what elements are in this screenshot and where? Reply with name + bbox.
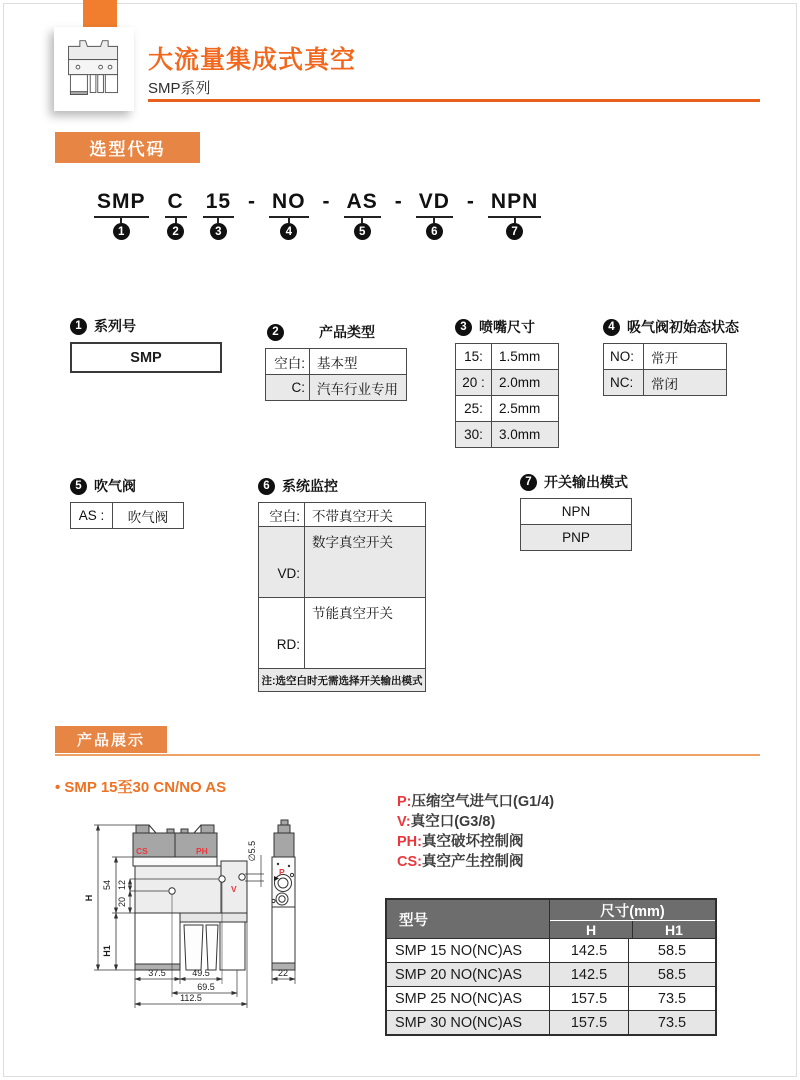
product-thumbnail-drawing	[61, 34, 127, 104]
option-key: VD:	[259, 527, 305, 597]
legend-key: V:	[397, 814, 411, 830]
port-label-cs: CS	[136, 846, 148, 856]
option-value: 汽车行业专用	[317, 381, 398, 397]
port-label-p: P	[279, 867, 285, 877]
model-code-segment	[203, 190, 234, 240]
segment-code: NPN	[490, 190, 539, 213]
cell-h: 157.5	[550, 987, 629, 1010]
dim-label-22: 22	[277, 968, 289, 978]
option-key: 30:	[456, 422, 492, 447]
dimension-table	[385, 898, 717, 1036]
segment-code: VD	[418, 190, 450, 213]
option-row	[521, 524, 631, 550]
option-section-system-monitoring	[258, 476, 426, 692]
option-value: 基本型	[317, 355, 358, 371]
section-number-circle: 5	[70, 478, 87, 495]
option-value: 不带真空开关	[312, 508, 393, 524]
segment-number-circle: 1	[113, 223, 130, 240]
dim-label-49-5: 49.5	[192, 968, 210, 978]
header-rule	[148, 99, 760, 102]
segment-number-circle: 6	[426, 223, 443, 240]
product-display-rule	[55, 754, 760, 756]
legend-line	[397, 792, 554, 812]
legend-line	[397, 832, 554, 852]
section-title: 产品类型	[319, 324, 375, 340]
segment-number-circle: 2	[167, 223, 184, 240]
option-note: 注:选空白时无需选择开关输出模式	[259, 668, 425, 691]
option-row	[266, 349, 406, 374]
option-key: 20 :	[456, 370, 492, 395]
option-key: 空白:	[266, 349, 310, 374]
legend-line	[397, 852, 554, 872]
segment-number-circle: 3	[210, 223, 227, 240]
segment-separator: -	[248, 190, 256, 213]
section-title: 系列号	[94, 318, 136, 334]
option-row	[456, 421, 558, 447]
cell-h: 142.5	[550, 963, 629, 986]
table-row	[387, 962, 715, 986]
cell-h1: 73.5	[657, 990, 687, 1007]
model-code-segment	[165, 190, 187, 240]
option-section-suction-valve-state	[603, 317, 739, 396]
model-code-segment	[416, 190, 453, 240]
legend-key: CS:	[397, 854, 422, 870]
section-number-circle: 3	[455, 319, 472, 336]
option-section-switch-output-mode	[520, 472, 632, 551]
legend-line	[397, 812, 554, 832]
option-table	[70, 502, 184, 529]
segment-code: SMP	[97, 190, 146, 213]
option-key: NC:	[604, 370, 644, 395]
section-number-circle: 7	[520, 474, 537, 491]
section-title: 开关输出模式	[544, 474, 628, 490]
option-value: 常闭	[651, 376, 678, 392]
option-value: PNP	[562, 530, 590, 545]
option-value: 2.0mm	[499, 375, 541, 390]
dim-label-12: 12	[117, 879, 127, 891]
option-value: 吹气阀	[127, 509, 169, 525]
option-key: 25:	[456, 396, 492, 421]
option-key: RD:	[259, 598, 305, 668]
option-section-nozzle-size	[455, 317, 559, 448]
selection-code-badge: 选型代码	[55, 132, 200, 163]
option-table	[520, 498, 632, 551]
port-legend	[397, 792, 554, 872]
option-value: NPN	[561, 504, 591, 519]
cell-model: SMP 25 NO(NC)AS	[387, 987, 550, 1010]
model-code-segment	[94, 190, 149, 240]
dim-label-20: 20	[117, 896, 127, 908]
option-row	[456, 369, 558, 395]
section-number-circle: 6	[258, 478, 275, 495]
cell-h1: 58.5	[657, 966, 687, 983]
option-key: NO:	[604, 344, 644, 369]
option-row	[259, 526, 425, 597]
option-row	[259, 503, 425, 526]
option-key: AS :	[71, 503, 113, 528]
section-number-circle: 2	[267, 324, 284, 341]
segment-separator: -	[466, 190, 474, 213]
segment-number-circle: 4	[280, 223, 297, 240]
segment-separator: -	[394, 190, 402, 213]
cell-h: 142.5	[550, 939, 629, 962]
option-row	[456, 344, 558, 369]
column-model: 型号	[387, 900, 550, 938]
product-display-badge: 产品展示	[55, 726, 167, 753]
option-row	[456, 395, 558, 421]
dim-label-69-5: 69.5	[197, 982, 215, 992]
segment-number-circle: 7	[506, 223, 523, 240]
dim-label-h: H	[84, 894, 94, 902]
legend-text: 真空破坏控制阀	[421, 834, 524, 850]
section-title: 系统监控	[282, 478, 338, 494]
option-value: 节能真空开关	[312, 606, 393, 621]
cell-h1: 73.5	[657, 1014, 687, 1031]
option-table	[258, 502, 426, 692]
column-h: H	[550, 921, 633, 938]
section-title: 喷嘴尺寸	[479, 319, 535, 335]
dim-label-dia: ∅5.5	[247, 840, 257, 862]
legend-text: 真空口(G3/8)	[410, 814, 496, 830]
option-value: 常开	[651, 350, 678, 366]
dimension-drawing	[50, 803, 390, 1038]
option-section-product-type	[265, 322, 407, 401]
legend-text: 真空产生控制阀	[421, 854, 524, 870]
section-number-circle: 4	[603, 319, 620, 336]
segment-code: 15	[205, 190, 232, 213]
option-key: 空白:	[259, 503, 305, 526]
option-row	[259, 597, 425, 668]
model-code	[86, 190, 549, 240]
dim-label-112-5: 112.5	[180, 993, 202, 1003]
segment-separator: -	[322, 190, 330, 213]
option-row	[71, 503, 183, 528]
page-title: 大流量集成式真空	[148, 46, 357, 74]
port-label-v: V	[231, 884, 237, 894]
option-section-series	[70, 316, 222, 373]
model-code-segment	[488, 190, 541, 240]
section-title: 吹气阀	[94, 478, 136, 494]
product-thumbnail-card	[54, 27, 134, 111]
segment-code: C	[167, 190, 184, 213]
series-value-box: SMP	[70, 342, 222, 373]
cell-h: 157.5	[550, 1011, 629, 1034]
option-value: 1.5mm	[499, 349, 541, 364]
dim-label-37-5: 37.5	[148, 968, 166, 978]
segment-code: AS	[346, 190, 378, 213]
cell-model: SMP 15 NO(NC)AS	[387, 939, 550, 962]
dim-label-54: 54	[102, 879, 112, 891]
table-row	[387, 938, 715, 962]
legend-text: 压缩空气进气口(G1/4)	[411, 794, 555, 810]
series-subtitle: SMP系列	[148, 80, 211, 97]
product-variant-bullet: • SMP 15至30 CN/NO AS	[55, 779, 227, 796]
cell-model: SMP 20 NO(NC)AS	[387, 963, 550, 986]
header-orange-tab	[83, 0, 117, 30]
option-row	[604, 344, 726, 369]
option-table	[455, 343, 559, 448]
table-row	[387, 1010, 715, 1034]
cell-model: SMP 30 NO(NC)AS	[387, 1011, 550, 1034]
section-number-circle: 1	[70, 318, 87, 335]
legend-key: P:	[397, 794, 412, 810]
option-value: 2.5mm	[499, 401, 541, 416]
model-code-segment	[344, 190, 381, 240]
option-row	[604, 369, 726, 395]
dimension-table-header	[387, 900, 715, 938]
option-row	[521, 499, 631, 524]
cell-h1: 58.5	[657, 942, 687, 959]
option-row	[266, 374, 406, 400]
option-value: 3.0mm	[499, 427, 541, 442]
column-h1: H1	[665, 921, 683, 938]
option-value: 数字真空开关	[312, 535, 393, 550]
column-size: 尺寸(mm)	[550, 900, 715, 921]
option-section-blow-valve	[70, 476, 184, 529]
segment-code: NO	[272, 190, 306, 213]
dim-label-h1: H1	[102, 945, 112, 957]
segment-number-circle: 5	[354, 223, 371, 240]
option-key: 15:	[456, 344, 492, 369]
model-code-segment	[269, 190, 309, 240]
legend-key: PH:	[397, 834, 422, 850]
section-title: 吸气阀初始态状态	[627, 319, 739, 335]
option-table	[603, 343, 727, 396]
option-table	[265, 348, 407, 401]
option-key: C:	[266, 375, 310, 400]
table-row	[387, 986, 715, 1010]
port-label-ph: PH	[196, 846, 208, 856]
